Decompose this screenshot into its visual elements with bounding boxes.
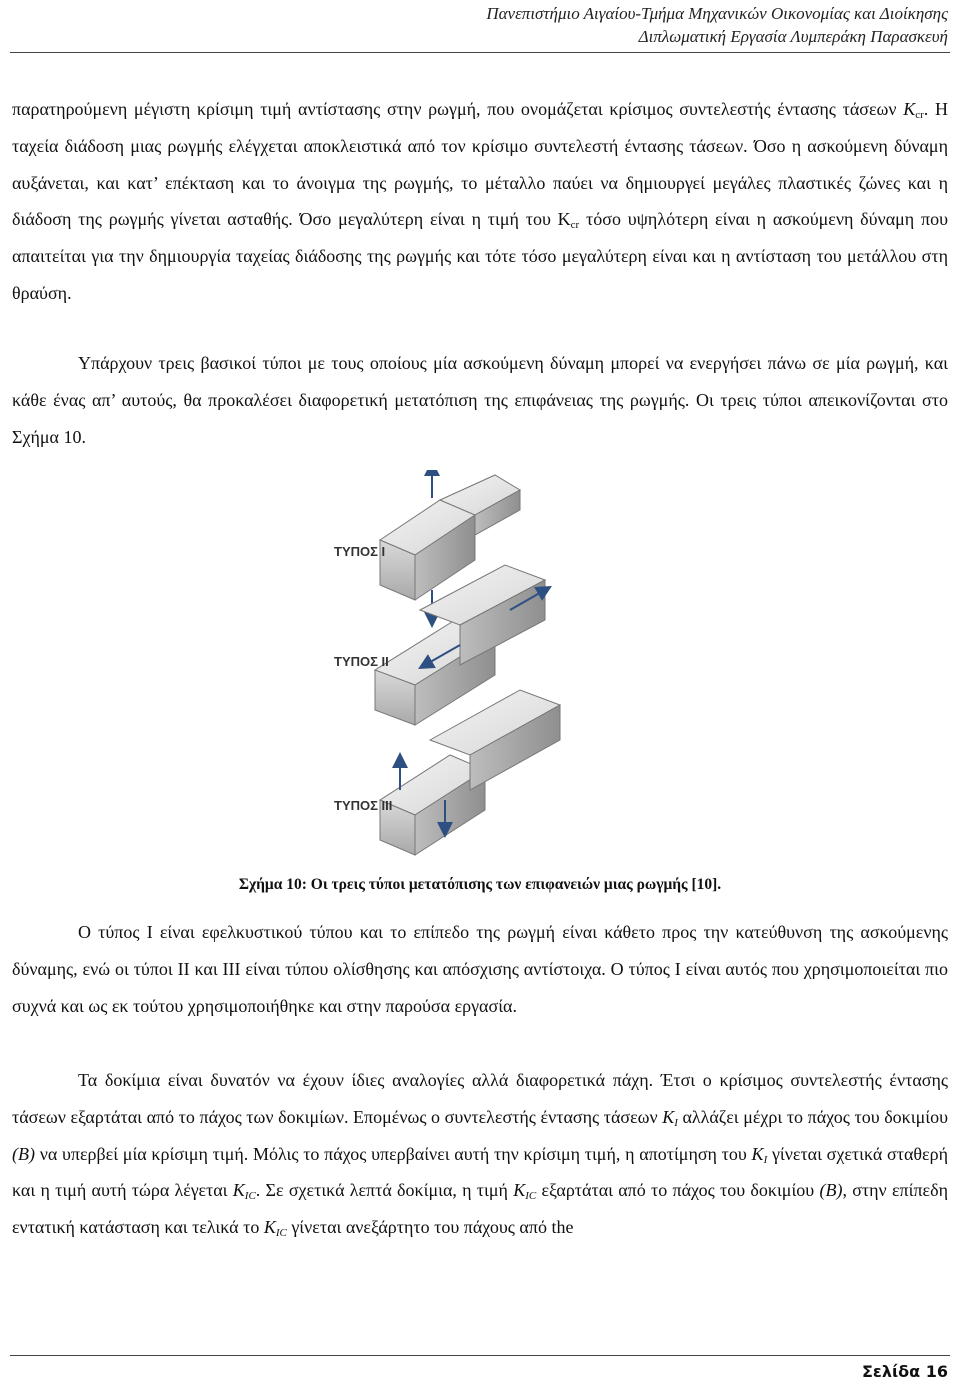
page-number: Σελίδα 16	[861, 1362, 948, 1381]
paragraph-3: Ο τύπος Ι είναι εφελκυστικού τύπου και το επίπεδο της ρωγμή είναι κάθετο προς την κατεύθυνση της ασκούμενης δύναμης, ενώ οι τύποι ΙΙ και ΙΙΙ είναι τύπου ολίσθησης και απόσχισης αντίστοιχα. Ο τύπος Ι είναι αυτός που χρησιμοποιείται πιο συχνά και ως εκ τούτου χρησιμοποιήθηκε και στην παρούσα εργασία.	[12, 922, 948, 1016]
mode-1-label: ΤΥΠΟΣ Ι	[334, 544, 386, 559]
crack-modes-illustration	[320, 470, 640, 860]
mode-3-label: ΤΥΠΟΣ ΙΙΙ	[334, 798, 393, 813]
mode-2-label: ΤΥΠΟΣ ΙΙ	[334, 654, 389, 669]
header-thesis: Διπλωματική Εργασία Λυμπεράκη Παρασκευή	[638, 27, 948, 46]
paragraph-2: Υπάρχουν τρεις βασικοί τύποι με τους οποίους μία ασκούμενη δύναμη μπορεί να ενεργήσει πάνω σε μία ρωγμή, και κάθε ένας απ’ αυτούς, θα προκαλέσει διαφορετική μετατόπιση της επιφάνειας της ρωγμής. Οι τρεις τύποι απεικονίζονται στο Σχήμα 10.	[12, 353, 948, 447]
footer-divider	[10, 1355, 950, 1356]
figure-caption: Σχήμα 10: Οι τρεις τύποι μετατόπισης των επιφανειών μιας ρωγμής [10].	[238, 876, 722, 893]
paragraph-1: παρατηρούμενη μέγιστη κρίσιμη τιμή αντίστασης στην ρωγμή, που ονομάζεται κρίσιμος συντελεστής έντασης τάσεων $K_{cr}$. Η ταχεία διάδοση μιας ρωγμής ελέγχεται αποκλειστικά από τον κρίσιμο συντελεστή έντασης τάσεων. Όσο η ασκούμενη δύναμη αυξάνεται, και κατ’ επέκταση και το άνοιγμα της ρωγμής, το μέταλλο παύει να δημιουργεί μεγάλες πλαστικές ζώνες και η διάδοση της ρωγμής γίνεται ασταθής. Όσο μεγαλύτερη είναι η τιμή του $K_{cr}$ τόσο υψηλότερη είναι η ασκούμενη δύναμη που απαιτείται για την δημιουργία ταχείας διάδοσης της ρωγμής και τότε τόσο μεγαλύτερη είναι και η αντίσταση του μετάλλου στη θραύση.	[12, 99, 948, 303]
header-university: Πανεπιστήμιο Αιγαίου-Τμήμα Μηχανικών Οικονομίας και Διοίκησης	[486, 4, 948, 23]
page-header	[486, 2, 948, 48]
header-divider	[10, 52, 950, 53]
paragraph-4: Τα δοκίμια είναι δυνατόν να έχουν ίδιες αναλογίες αλλά διαφορετικά πάχη. Έτσι ο κρίσιμος συντελεστής έντασης τάσεων εξαρτάται από το πάχος των δοκιμίων. Επομένως ο συντελεστής έντασης τάσεων $K_I$ αλλάζει μέχρι το πάχος του δοκιμίου (Β) να υπερβεί μία κρίσιμη τιμή. Μόλις το πάχος υπερβαίνει αυτή την κρίσιμη τιμή, η αποτίμηση του $K_I$ γίνεται σχετικά σταθερή και η τιμή αυτή τώρα λέγεται $K_{IC}$. Σε σχετικά λεπτά δοκίμια, η τιμή $K_{IC}$ εξαρτάται από το πάχος του δοκιμίου (Β), στην επίπεδη εντατική κατάσταση και τελικά το $K_{IC}$ γίνεται ανεξάρτητο του πάχους από the	[12, 1070, 948, 1240]
crack-modes-figure	[320, 470, 640, 860]
